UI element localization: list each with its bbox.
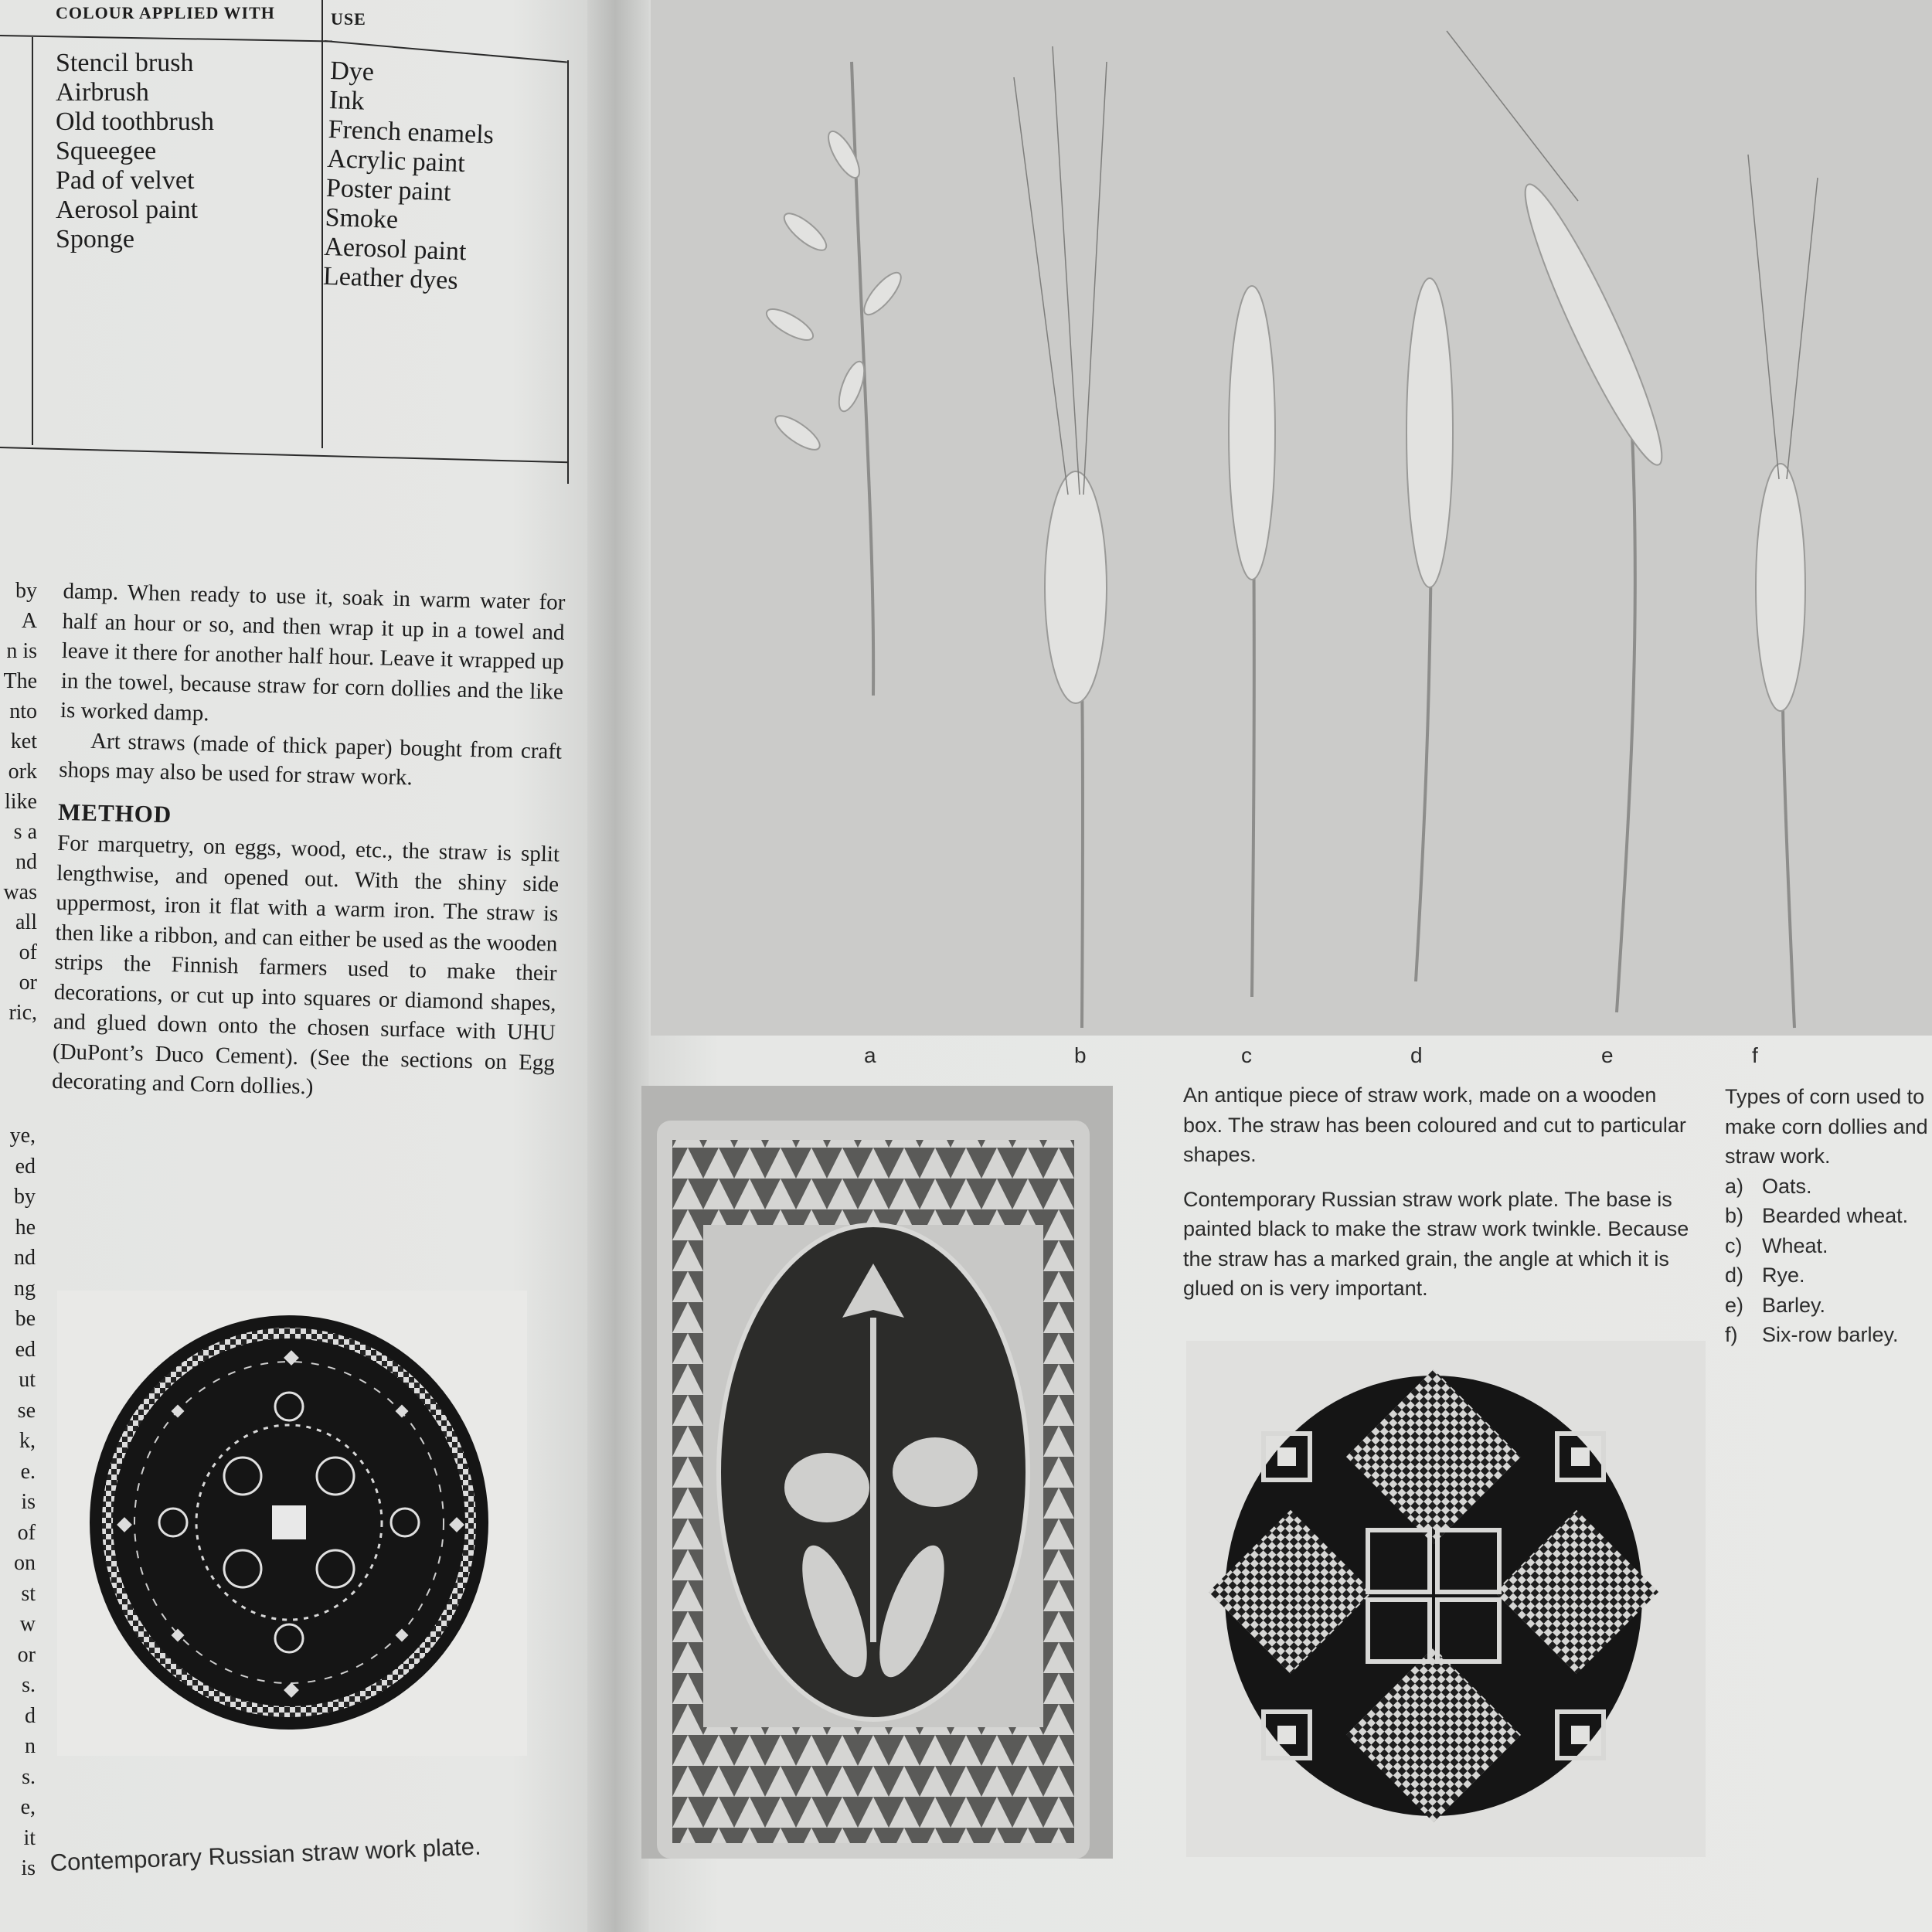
caption-corn-types — [1725, 1082, 1932, 1350]
text-fragment: A — [21, 609, 37, 633]
text-fragment: s. — [22, 1673, 36, 1697]
caption-antique-box: An antique piece of straw work, made on a wooden box. The straw has been coloured and cut to particular shapes. — [1183, 1083, 1686, 1166]
text-fragment: ric, — [9, 1001, 37, 1025]
list-letter: b) — [1725, 1204, 1744, 1227]
list-item: Pad of velvet — [56, 166, 195, 195]
list-item: Dye — [329, 56, 375, 87]
cut-off-text-column-lower — [0, 1121, 36, 1884]
grain-label-e: e — [1601, 1043, 1614, 1067]
text-fragment: nd — [15, 850, 37, 874]
grain-label-d: d — [1410, 1043, 1423, 1067]
list-item — [1725, 1320, 1932, 1350]
russian-plate-photo-right — [1186, 1341, 1706, 1857]
text-fragment: he — [15, 1215, 36, 1240]
list-item — [1725, 1291, 1932, 1321]
plate-illustration — [1186, 1341, 1706, 1857]
text-fragment: k, — [19, 1429, 36, 1453]
plate-caption-left: Contemporary Russian straw work plate. — [49, 1832, 482, 1876]
list-item: Stencil brush — [56, 49, 194, 77]
list-text: Barley. — [1762, 1293, 1826, 1317]
applied-with-list — [56, 49, 214, 254]
header-colour-applied-with: COLOUR APPLIED WITH — [56, 3, 275, 22]
list-item: French enamels — [328, 114, 495, 150]
text-fragment: nd — [14, 1246, 36, 1270]
caption-spacer — [1183, 1170, 1693, 1185]
text-fragment: it — [23, 1825, 36, 1850]
list-text: Wheat. — [1762, 1233, 1828, 1257]
grain-stalks-illustration — [651, 0, 1932, 1036]
list-item — [1725, 1260, 1932, 1291]
text-fragment: is — [21, 1856, 36, 1880]
caption-middle-column — [1183, 1080, 1693, 1304]
table-divider-2 — [321, 0, 323, 448]
grain-label-b: b — [1074, 1043, 1087, 1067]
list-item: Airbrush — [56, 78, 149, 107]
colour-table — [0, 0, 572, 448]
list-text: Oats. — [1762, 1174, 1812, 1198]
body-text-column — [52, 577, 566, 1107]
list-item: Aerosol paint — [56, 196, 199, 224]
straw-box-illustration — [641, 1086, 1113, 1859]
list-item: Smoke — [325, 202, 399, 235]
list-item — [1725, 1231, 1932, 1261]
text-fragment: w — [19, 1612, 36, 1636]
grain-label-a: a — [864, 1043, 876, 1067]
text-fragment: by — [14, 1185, 36, 1209]
russian-plate-photo-left — [57, 1291, 527, 1756]
text-fragment: of — [19, 940, 37, 964]
list-letter: f) — [1725, 1323, 1738, 1346]
list-item: Poster paint — [325, 173, 452, 207]
table-divider-1 — [32, 37, 33, 445]
text-fragment: all — [15, 910, 37, 934]
text-fragment: d — [25, 1703, 36, 1728]
list-item: Old toothbrush — [56, 107, 214, 136]
corn-types-list — [1725, 1172, 1932, 1350]
text-fragment: se — [17, 1398, 36, 1423]
book-gutter — [587, 0, 649, 1932]
list-letter: e) — [1725, 1293, 1744, 1317]
list-item: Ink — [328, 85, 365, 116]
text-fragment: ed — [15, 1154, 36, 1179]
list-item: Leather dyes — [322, 261, 459, 295]
text-fragment: of — [17, 1520, 36, 1545]
list-item: Sponge — [56, 225, 134, 253]
text-fragment: ye, — [9, 1124, 36, 1148]
text-fragment: ng — [14, 1276, 36, 1301]
text-fragment: st — [21, 1581, 36, 1606]
text-fragment: s. — [22, 1764, 36, 1789]
list-letter: c) — [1725, 1233, 1743, 1257]
text-fragment: by — [15, 579, 37, 603]
text-fragment: was — [3, 880, 37, 904]
corn-types-intro: Types of corn used to make corn dollies and straw work. — [1725, 1085, 1928, 1168]
text-fragment: be — [15, 1307, 36, 1331]
text-fragment: n — [25, 1734, 36, 1758]
text-fragment: ork — [8, 760, 37, 784]
text-fragment: ed — [15, 1337, 36, 1362]
method-heading: METHOD — [57, 798, 172, 828]
table-right-border — [567, 60, 569, 484]
text-fragment: nto — [9, 699, 37, 723]
text-fragment: The — [3, 669, 37, 693]
list-text: Six-row barley. — [1762, 1323, 1899, 1346]
text-fragment: ut — [19, 1368, 36, 1392]
list-text: Bearded wheat. — [1762, 1204, 1909, 1227]
plate-illustration — [57, 1291, 527, 1756]
list-item — [1725, 1201, 1932, 1231]
body-paragraph: damp. When ready to use it, soak in warm water for half an hour or so, and then wrap it up in a towel and leave it there for another half hour. Leave it wrapped up in the towel, because straw for corn dollies and the like is worked damp. — [60, 578, 566, 726]
text-fragment: or — [19, 971, 37, 995]
use-list — [322, 56, 496, 297]
text-fragment: on — [14, 1551, 36, 1575]
list-letter: a) — [1725, 1174, 1744, 1198]
body-paragraph: Art straws (made of thick paper) bought from craft shops may also be used for straw work. — [58, 728, 563, 791]
list-item: Acrylic paint — [326, 144, 466, 179]
list-item — [1725, 1172, 1932, 1202]
grain-photo — [651, 0, 1932, 1036]
text-fragment: n is — [6, 639, 37, 663]
text-fragment: or — [17, 1642, 36, 1667]
header-use: USE — [331, 9, 366, 29]
text-fragment: like — [5, 790, 37, 814]
list-letter: d) — [1725, 1264, 1744, 1287]
text-fragment: ket — [10, 730, 37, 753]
antique-box-photo — [641, 1086, 1113, 1859]
text-fragment: is — [21, 1490, 36, 1514]
table-top-rule — [0, 35, 332, 43]
text-fragment: e, — [20, 1795, 36, 1819]
text-fragment: e. — [20, 1459, 36, 1484]
grain-label-f: f — [1752, 1043, 1758, 1067]
list-item: Aerosol paint — [323, 232, 468, 267]
grain-label-c: c — [1241, 1043, 1252, 1067]
list-item: Squeegee — [56, 137, 157, 165]
text-fragment: s a — [13, 820, 37, 844]
caption-russian-plate: Contemporary Russian straw work plate. The base is painted black to make the straw work twinkle. Because the straw has a marked grain, the angle at which it is glued on is very important. — [1183, 1187, 1689, 1300]
body-paragraph: For marquetry, on eggs, wood, etc., the straw is split lengthwise, and opened out. With the shiny side uppermost, iron it flat with a warm iron. The straw is then like a ribbon, and can either be used as the wooden strips the Finnish farmers used to make their decorations, or cut up into squares or diamond shapes, and glued down onto the chosen surface with UHU (DuPont’s Duco Cement). (See the sections on Egg decorating and Corn dollies.) — [51, 830, 560, 1100]
list-text: Rye. — [1762, 1264, 1805, 1287]
cut-off-text-column — [0, 576, 37, 1028]
